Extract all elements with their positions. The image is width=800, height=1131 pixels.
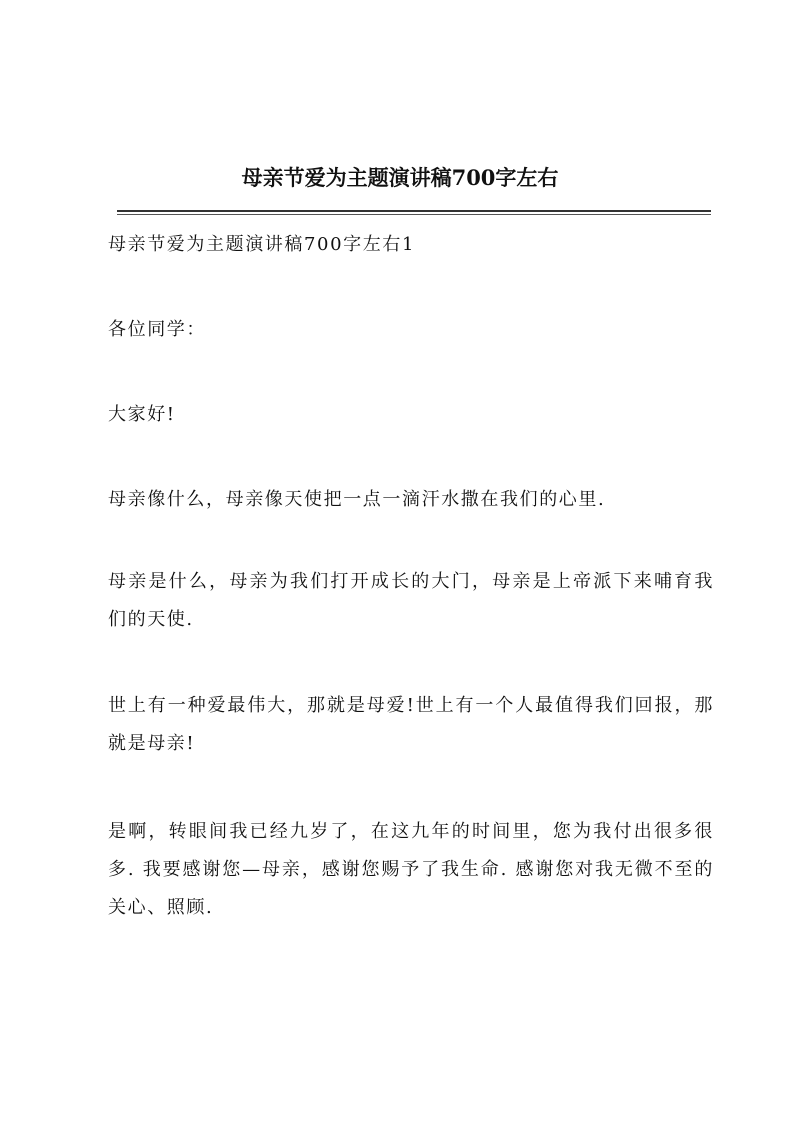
salutation-paragraph: 各位同学：: [108, 319, 206, 340]
document-title: 母亲节爱为主题演讲稿700字左右: [241, 165, 559, 190]
body-paragraph: 是啊，转眼间我已经九岁了，在这九年的时间里，您为我付出很多很多. 我要感谢您—母亲，感谢您赐予了我生命. 感谢您对我无微不至的关心、照顾.: [108, 821, 714, 918]
section-heading: 母亲节爱为主题演讲稿700字左右1: [108, 234, 416, 255]
title-rule-thin: [117, 214, 711, 215]
greeting-paragraph: 大家好!: [108, 404, 176, 425]
title-rule-thick: [117, 210, 711, 212]
body-paragraph: 世上有一种爱最伟大，那就是母爱!世上有一个人最值得我们回报，那就是母亲!: [108, 695, 714, 754]
body-paragraph: 母亲是什么，母亲为我们打开成长的大门，母亲是上帝派下来哺育我们的天使.: [108, 571, 714, 630]
body-paragraph: 母亲像什么，母亲像天使把一点一滴汗水撒在我们的心里.: [108, 489, 606, 510]
